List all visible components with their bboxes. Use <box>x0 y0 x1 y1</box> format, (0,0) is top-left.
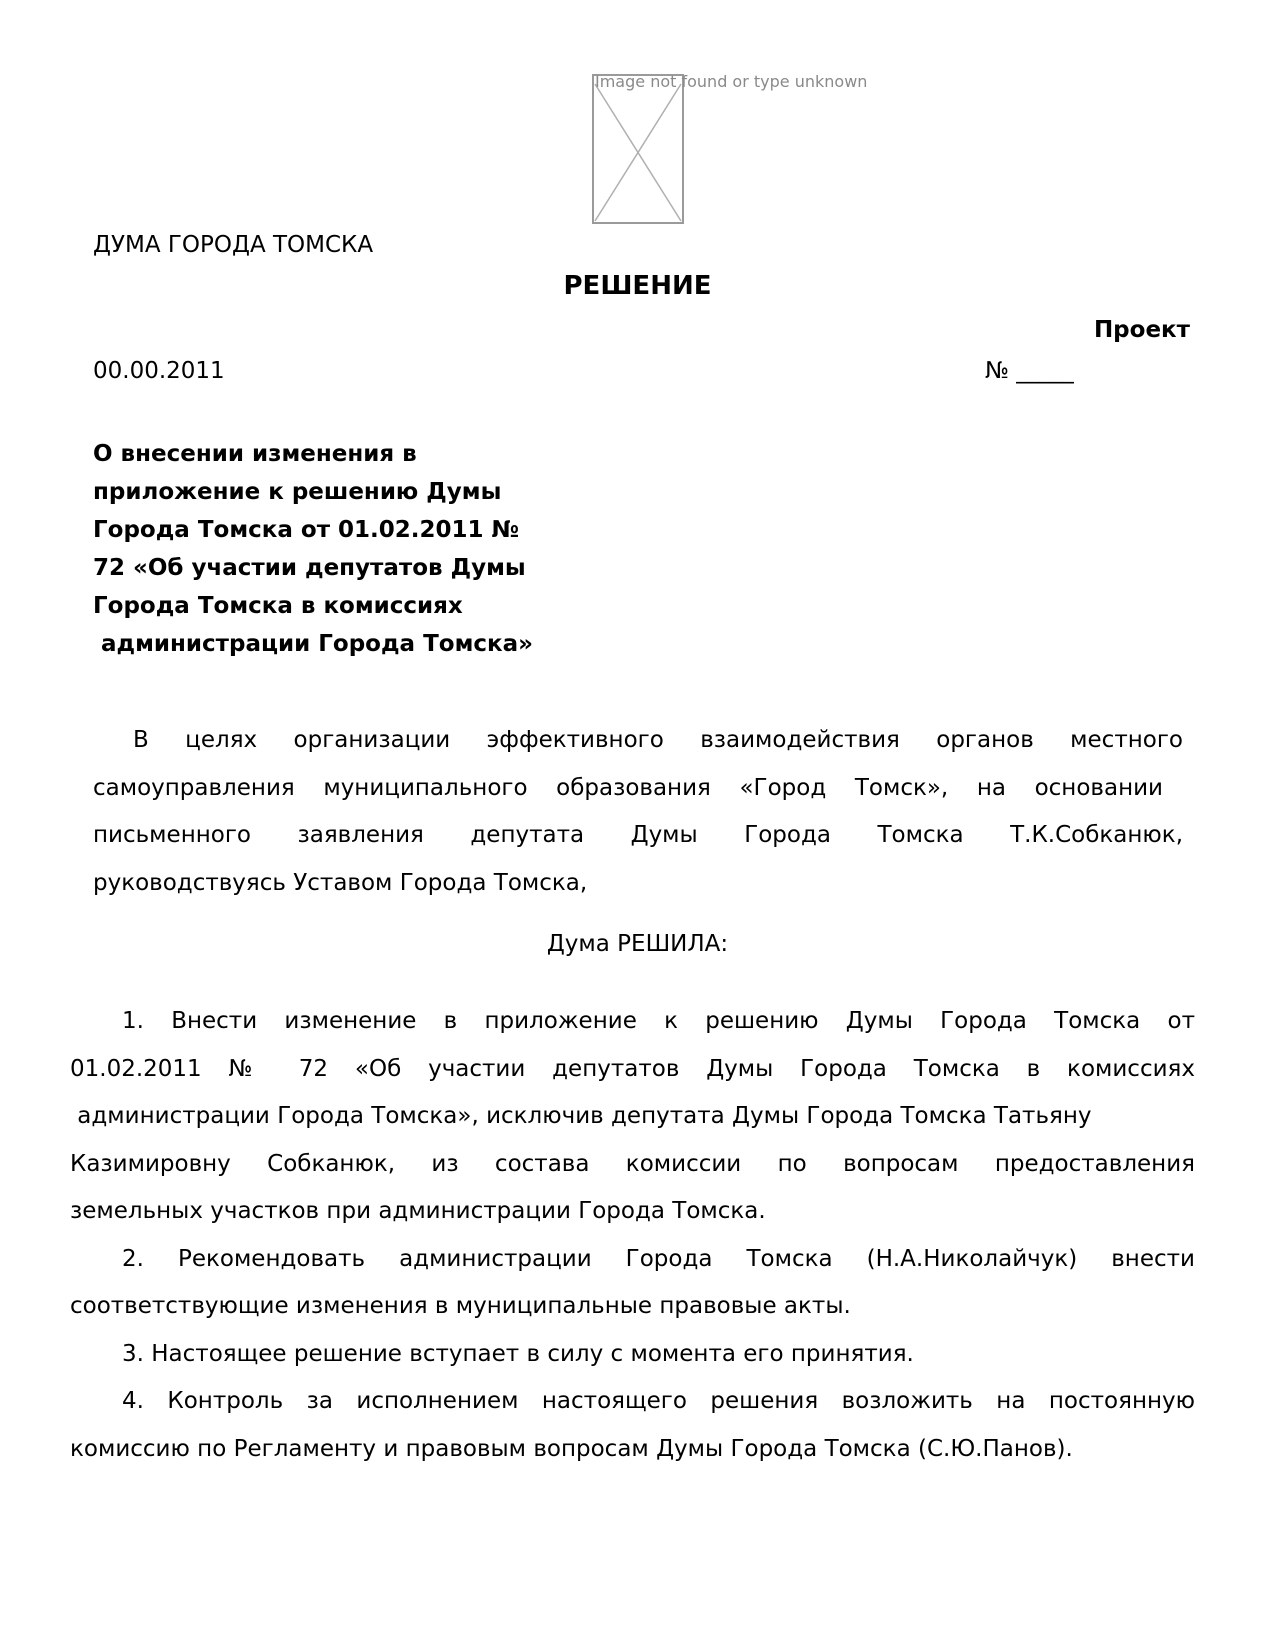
broken-image-icon <box>592 74 684 224</box>
preamble-line: самоуправления муниципального образования «Город Томск», на основании <box>93 774 1163 801</box>
item-line: 4. Контроль за исполнением настоящего решения возложить на постоянную <box>122 1388 1195 1414</box>
subject-line: Города Томска от 01.02.2011 № <box>93 517 520 543</box>
item-line: комиссию по Регламенту и правовым вопросам Думы Города Томска (С.Ю.Панов). <box>70 1435 1073 1462</box>
document-subject <box>93 435 613 663</box>
item-line: земельных участков при администрации Города Томска. <box>70 1198 766 1224</box>
subject-line: приложение к решению Думы <box>93 479 502 505</box>
decision-heading: Дума РЕШИЛА: <box>546 931 729 957</box>
item-line: Казимировну Собканюк, из состава комиссии по вопросам предоставления <box>70 1150 1195 1177</box>
preamble <box>93 717 1183 907</box>
subject-line: администрации Города Томска» <box>93 631 533 657</box>
subject-line: 72 «Об участии депутатов Думы <box>93 555 526 581</box>
preamble-line: руководствуясь Уставом Города Томска, <box>93 869 588 896</box>
item-line: 3. Настоящее решение вступает в силу с момента его принятия. <box>122 1340 914 1367</box>
document-number: № _____ <box>985 358 1074 384</box>
document-date: 00.00.2011 <box>93 358 225 384</box>
item-line: 01.02.2011 № 72 «Об участии депутатов Думы Города Томска в комиссиях <box>70 1055 1195 1082</box>
preamble-line: В целях организации эффективного взаимодействия органов местного <box>133 727 1183 753</box>
item-line: 2. Рекомендовать администрации Города Томска (Н.А.Николайчук) внести <box>122 1245 1195 1272</box>
organization-name: ДУМА ГОРОДА ТОМСКА <box>93 232 374 258</box>
item-line: администрации Города Томска», исключив депутата Думы Города Томска Татьяну <box>70 1103 1092 1129</box>
decision-items <box>70 998 1195 1473</box>
document-title: РЕШЕНИЕ <box>563 271 712 301</box>
subject-line: Города Томска в комиссиях <box>93 593 463 619</box>
item-line: 1. Внести изменение в приложение к решению Думы Города Томска от <box>122 1008 1195 1034</box>
preamble-line: письменного заявления депутата Думы Города Томска Т.К.Собканюк, <box>93 822 1183 848</box>
draft-label: Проект <box>1093 317 1190 343</box>
image-alt-text: Image not found or type unknown <box>595 72 868 91</box>
subject-line: О внесении изменения в <box>93 441 417 467</box>
item-line: соответствующие изменения в муниципальные правовые акты. <box>70 1293 851 1319</box>
